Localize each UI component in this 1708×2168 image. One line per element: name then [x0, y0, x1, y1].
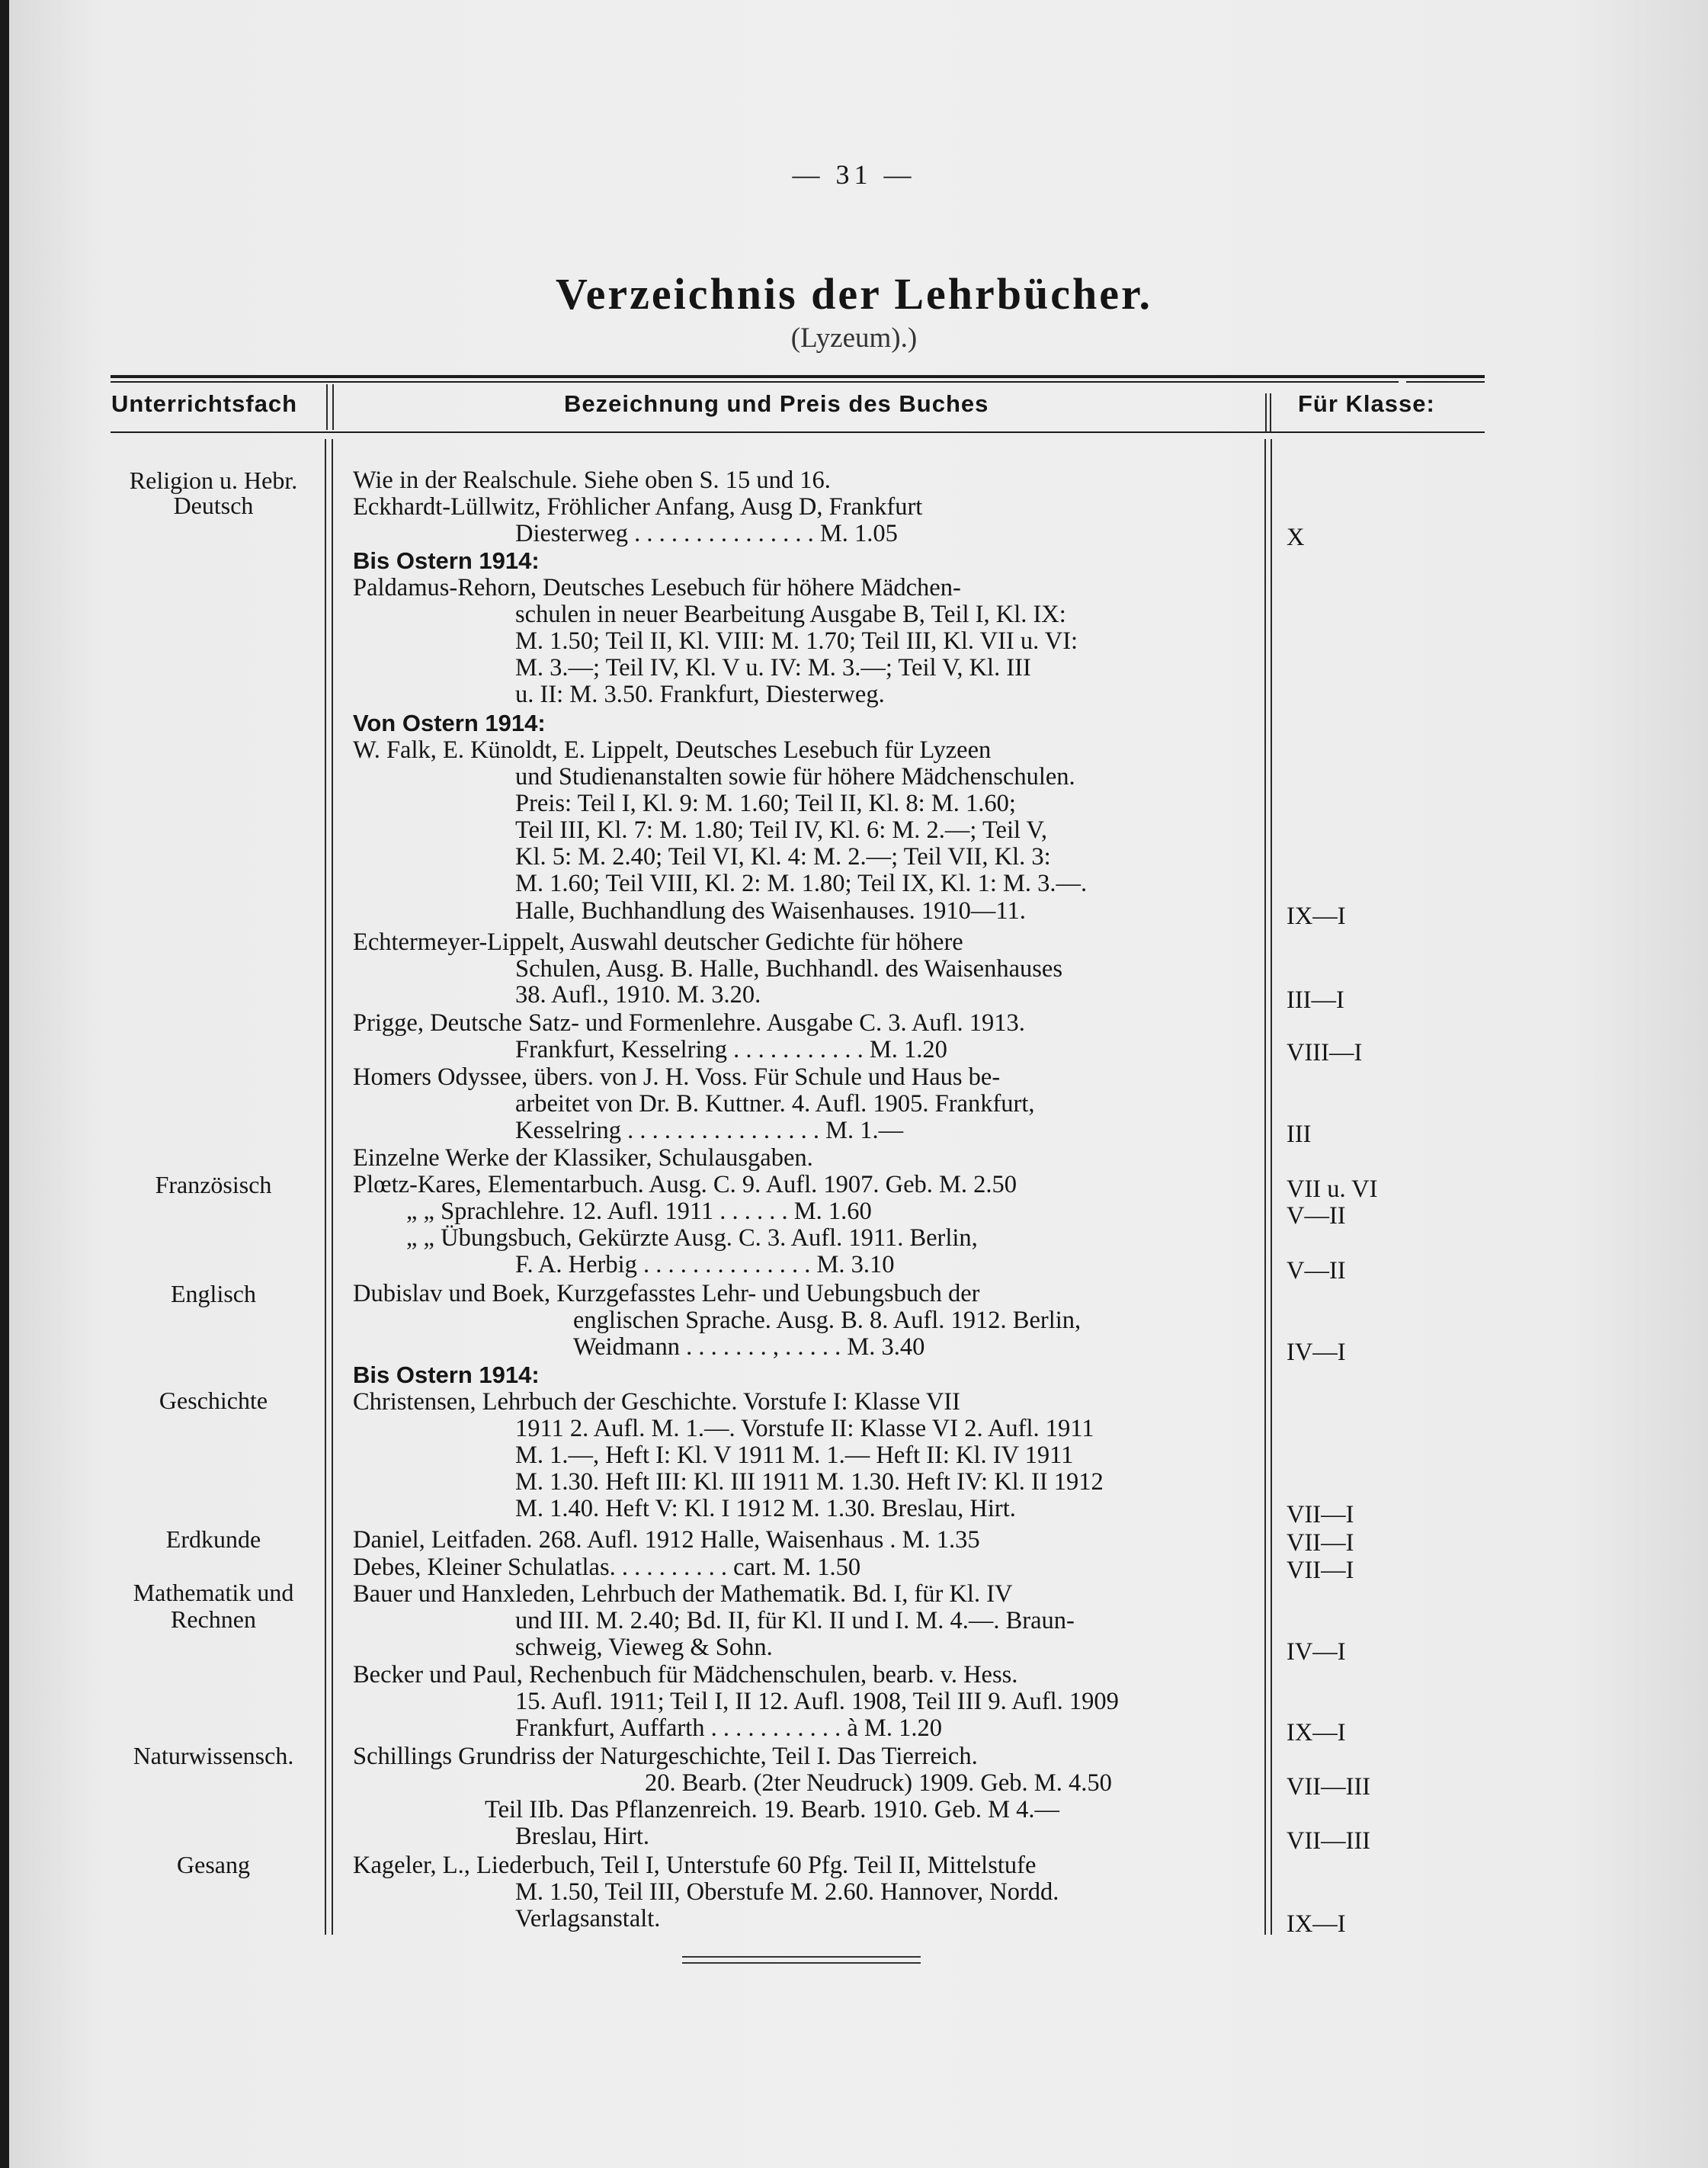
book-line: „ „ Übungsbuch, Gekürzte Ausg. C. 3. Aufl. 1911. Berlin,: [406, 1224, 978, 1252]
body-divider-left-2: [332, 439, 333, 1935]
subject-label: Deutsch: [173, 492, 254, 519]
class-range: VII—I: [1287, 1557, 1354, 1584]
book-line: Becker und Paul, Rechenbuch für Mädchenschulen, bearb. v. Hess.: [353, 1661, 1018, 1689]
body-divider-right: [1264, 439, 1266, 1935]
book-line: Verlagsanstalt.: [515, 1905, 661, 1932]
book-line: „ „ Sprachlehre. 12. Aufl. 1911 . . . . . . M. 1.60: [406, 1198, 872, 1225]
book-line: Frankfurt, Auffarth . . . . . . . . . . . à M. 1.20: [515, 1714, 942, 1742]
book-line: Dubislav und Boek, Kurzgefasstes Lehr- und Uebungsbuch der: [353, 1280, 980, 1307]
book-line: Teil III, Kl. 7: M. 1.80; Teil IV, Kl. 6: M. 2.—; Teil V,: [515, 816, 1047, 844]
book-line: Homers Odyssee, übers. von J. H. Voss. Für Schule und Haus be-: [353, 1063, 1001, 1091]
header-divider-left: [326, 384, 328, 430]
header-bottom-rule: [111, 431, 1485, 433]
class-range: VII u. VI: [1287, 1175, 1378, 1203]
book-line: Frankfurt, Kesselring . . . . . . . . . . . M. 1.20: [515, 1036, 947, 1063]
column-header-subject: Unterrichtsfach: [111, 390, 298, 417]
book-line: F. A. Herbig . . . . . . . . . . . . . . M. 3.10: [515, 1251, 895, 1278]
book-line: und III. M. 2.40; Bd. II, für Kl. II und I. M. 4.—. Braun-: [515, 1607, 1075, 1634]
book-line: M. 1.50; Teil II, Kl. VIII: M. 1.70; Teil III, Kl. VII u. VI:: [515, 627, 1078, 655]
book-line: englischen Sprache. Ausg. B. 8. Aufl. 1912. Berlin,: [573, 1307, 1082, 1334]
section-heading: Bis Ostern 1914:: [353, 547, 540, 574]
book-line: M. 1.50, Teil III, Oberstufe M. 2.60. Hannover, Nordd.: [515, 1878, 1059, 1906]
book-line: und Studienanstalten sowie für höhere Mädchenschulen.: [515, 763, 1075, 791]
section-heading: Von Ostern 1914:: [353, 710, 546, 736]
book-line: M. 1.—, Heft I: Kl. V 1911 M. 1.— Heft II: Kl. IV 1911: [515, 1442, 1074, 1469]
book-line: Preis: Teil I, Kl. 9: M. 1.60; Teil II, Kl. 8: M. 1.60;: [515, 790, 1016, 817]
book-line: M. 1.40. Heft V: Kl. I 1912 M. 1.30. Breslau, Hirt.: [515, 1495, 1016, 1522]
book-line: Debes, Kleiner Schulatlas. . . . . . . . . . cart. M. 1.50: [353, 1554, 861, 1581]
subject-label: Naturwissensch.: [133, 1742, 294, 1769]
book-line: M. 1.30. Heft III: Kl. III 1911 M. 1.30. Heft IV: Kl. II 1912: [515, 1468, 1104, 1496]
header-top-rule: [111, 375, 1485, 378]
book-line: schulen in neuer Bearbeitung Ausgabe B, Teil I, Kl. IX:: [515, 601, 1066, 628]
body-divider-left: [325, 439, 326, 1935]
class-range: IX—I: [1287, 1910, 1346, 1938]
book-line: Kesselring . . . . . . . . . . . . . . . . M. 1.—: [515, 1117, 904, 1144]
book-line: 15. Aufl. 1911; Teil I, II 12. Aufl. 1908, Teil III 9. Aufl. 1909: [515, 1688, 1119, 1715]
class-range: IV—I: [1287, 1339, 1346, 1366]
header-divider-left-2: [332, 384, 334, 430]
book-line: Wie in der Realschule. Siehe oben S. 15 und 16.: [353, 467, 831, 494]
end-rule: [682, 1956, 921, 1958]
page-title: Verzeichnis der Lehrbücher.: [556, 269, 1152, 319]
header-top-rule-right: [1406, 381, 1485, 383]
class-range: VII—III: [1287, 1827, 1371, 1855]
book-line: Daniel, Leitfaden. 268. Aufl. 1912 Halle, Waisenhaus . M. 1.35: [353, 1526, 980, 1554]
subject-label: Rechnen: [171, 1605, 256, 1633]
section-heading: Bis Ostern 1914:: [353, 1361, 540, 1388]
book-line: schweig, Vieweg & Sohn.: [515, 1634, 773, 1661]
end-rule: [682, 1962, 921, 1964]
column-header-class: Für Klasse:: [1298, 390, 1435, 417]
book-line: Kl. 5: M. 2.40; Teil VI, Kl. 4: M. 2.—; Teil VII, Kl. 3:: [515, 843, 1051, 871]
book-line: Plœtz-Kares, Elementarbuch. Ausg. C. 9. Aufl. 1907. Geb. M. 2.50: [353, 1171, 1017, 1198]
subject-label: Französisch: [155, 1171, 272, 1198]
book-line: Eckhardt-Lüllwitz, Fröhlicher Anfang, Ausg D, Frankfurt: [353, 493, 923, 521]
book-line: Schulen, Ausg. B. Halle, Buchhandl. des Waisenhauses: [515, 955, 1062, 983]
subject-label: Mathematik und: [133, 1579, 294, 1606]
book-line: W. Falk, E. Künoldt, E. Lippelt, Deutsches Lesebuch für Lyzeen: [353, 736, 992, 764]
column-header-book: Bezeichnung und Preis des Buches: [564, 390, 989, 417]
subject-label: Erdkunde: [165, 1525, 261, 1553]
book-line: Bauer und Hanxleden, Lehrbuch der Mathematik. Bd. I, für Kl. IV: [353, 1580, 1013, 1608]
book-line: Weidmann . . . . . . . , . . . . . M. 3.40: [573, 1333, 925, 1361]
book-line: Diesterweg . . . . . . . . . . . . . . . M. 1.05: [515, 520, 898, 547]
book-line: Schillings Grundriss der Naturgeschichte, Teil I. Das Tierreich.: [353, 1743, 978, 1770]
subject-label: Englisch: [171, 1280, 256, 1307]
book-line: Halle, Buchhandlung des Waisenhauses. 1910—11.: [515, 897, 1026, 925]
body-divider-right-2: [1271, 439, 1272, 1935]
class-range: VII—III: [1287, 1773, 1371, 1801]
book-line: arbeitet von Dr. B. Kuttner. 4. Aufl. 1905. Frankfurt,: [515, 1090, 1035, 1118]
book-line: 38. Aufl., 1910. M. 3.20.: [515, 981, 761, 1009]
header-divider-right: [1265, 393, 1267, 431]
class-range: III—I: [1287, 986, 1344, 1014]
subject-label: Geschichte: [159, 1387, 268, 1414]
class-range: IV—I: [1287, 1638, 1346, 1666]
book-line: u. II: M. 3.50. Frankfurt, Diesterweg.: [515, 681, 885, 708]
book-line: Paldamus-Rehorn, Deutsches Lesebuch für höhere Mädchen-: [353, 574, 961, 601]
class-range: IX—I: [1287, 903, 1346, 930]
page-subtitle: (Lyzeum).): [790, 322, 918, 354]
class-range: V—II: [1287, 1202, 1346, 1230]
class-range: VII—I: [1287, 1529, 1354, 1557]
book-line: Kageler, L., Liederbuch, Teil I, Unterstufe 60 Pfg. Teil II, Mittelstufe: [353, 1852, 1037, 1879]
book-line: 1911 2. Aufl. M. 1.—. Vorstufe II: Klasse VI 2. Aufl. 1911: [515, 1415, 1094, 1442]
book-line: M. 3.—; Teil IV, Kl. V u. IV: M. 3.—; Teil V, Kl. III: [515, 654, 1031, 682]
book-line: Echtermeyer-Lippelt, Auswahl deutscher Gedichte für höhere: [353, 928, 963, 956]
book-line: Teil IIb. Das Pflanzenreich. 19. Bearb. 1910. Geb. M 4.—: [485, 1796, 1060, 1823]
page-number: — 31 —: [792, 159, 916, 190]
book-line: M. 1.60; Teil VIII, Kl. 2: M. 1.80; Teil IX, Kl. 1: M. 3.—.: [515, 870, 1088, 897]
book-line: Breslau, Hirt.: [515, 1823, 650, 1850]
book-line: Christensen, Lehrbuch der Geschichte. Vorstufe I: Klasse VII: [353, 1388, 960, 1416]
class-range: VII—I: [1287, 1501, 1354, 1528]
header-top-rule-thin: [111, 381, 1399, 383]
class-range: III: [1287, 1121, 1312, 1148]
class-range: VIII—I: [1287, 1039, 1363, 1066]
subject-label: Religion u. Hebr.: [129, 467, 298, 494]
book-line: Einzelne Werke der Klassiker, Schulausgaben.: [353, 1144, 813, 1172]
class-range: IX—I: [1287, 1719, 1346, 1746]
class-range: X: [1287, 524, 1305, 551]
header-divider-right-2: [1270, 393, 1271, 431]
class-range: V—II: [1287, 1257, 1346, 1284]
book-line: 20. Bearb. (2ter Neudruck) 1909. Geb. M. 4.50: [645, 1769, 1112, 1797]
subject-label: Gesang: [177, 1851, 250, 1878]
book-line: Prigge, Deutsche Satz- und Formenlehre. Ausgabe C. 3. Aufl. 1913.: [353, 1009, 1025, 1037]
